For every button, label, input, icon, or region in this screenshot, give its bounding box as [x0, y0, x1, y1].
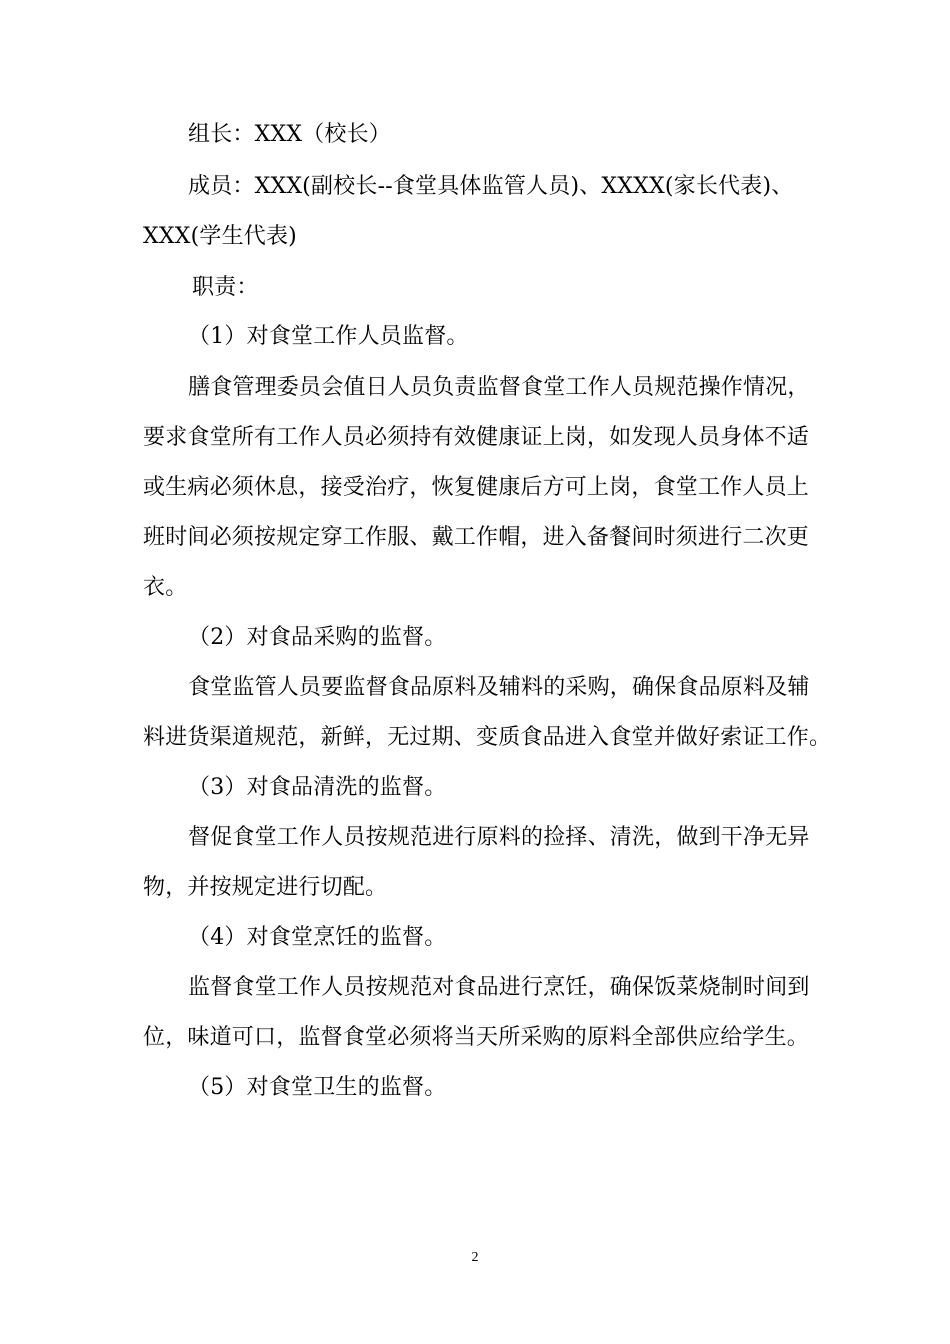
section-1-paragraph-line: 班时间必须按规定穿工作服、戴工作帽，进入备餐间时须进行二次更 [143, 525, 810, 550]
section-4-heading: （4）对食堂烹饪的监督。 [188, 925, 447, 950]
section-2-heading: （2）对食品采购的监督。 [188, 625, 447, 650]
section-3-heading: （3）对食品清洗的监督。 [188, 775, 447, 800]
section-1-paragraph-line: 要求食堂所有工作人员必须持有效健康证上岗，如发现人员身体不适 [143, 425, 810, 450]
section-4-paragraph-line: 位，味道可口，监督食堂必须将当天所采购的原料全部供应给学生。 [143, 1025, 810, 1050]
section-1-paragraph-line: 衣。 [143, 575, 188, 600]
page-number: 2 [471, 1250, 479, 1265]
group-leader-line: 组长：XXX（校长） [188, 122, 391, 147]
duties-heading: 职责： [192, 275, 259, 300]
section-2-paragraph-line: 食堂监管人员要监督食品原料及辅料的采购，确保食品原料及辅 [188, 675, 810, 700]
section-3-paragraph-line: 物，并按规定进行切配。 [143, 875, 388, 900]
section-1-paragraph-line: 膳食管理委员会值日人员负责监督食堂工作人员规范操作情况， [188, 375, 810, 400]
section-2-paragraph-line: 料进货渠道规范，新鲜，无过期、变质食品进入食堂并做好索证工作。 [143, 725, 832, 750]
section-5-heading: （5）对食堂卫生的监督。 [188, 1075, 447, 1100]
section-1-paragraph-line: 或生病必须休息，接受治疗，恢复健康后方可上岗，食堂工作人员上 [143, 475, 810, 500]
section-1-heading: （1）对食堂工作人员监督。 [188, 324, 469, 349]
section-3-paragraph-line: 督促食堂工作人员按规范进行原料的捡择、清洗，做到干净无异 [188, 825, 810, 850]
members-line: 成员：XXX(副校长--食堂具体监管人员)、XXXX(家长代表)、 [188, 174, 794, 199]
members-line-continued: XXX(学生代表) [143, 224, 297, 249]
section-4-paragraph-line: 监督食堂工作人员按规范对食品进行烹饪，确保饭菜烧制时间到 [188, 975, 810, 1000]
